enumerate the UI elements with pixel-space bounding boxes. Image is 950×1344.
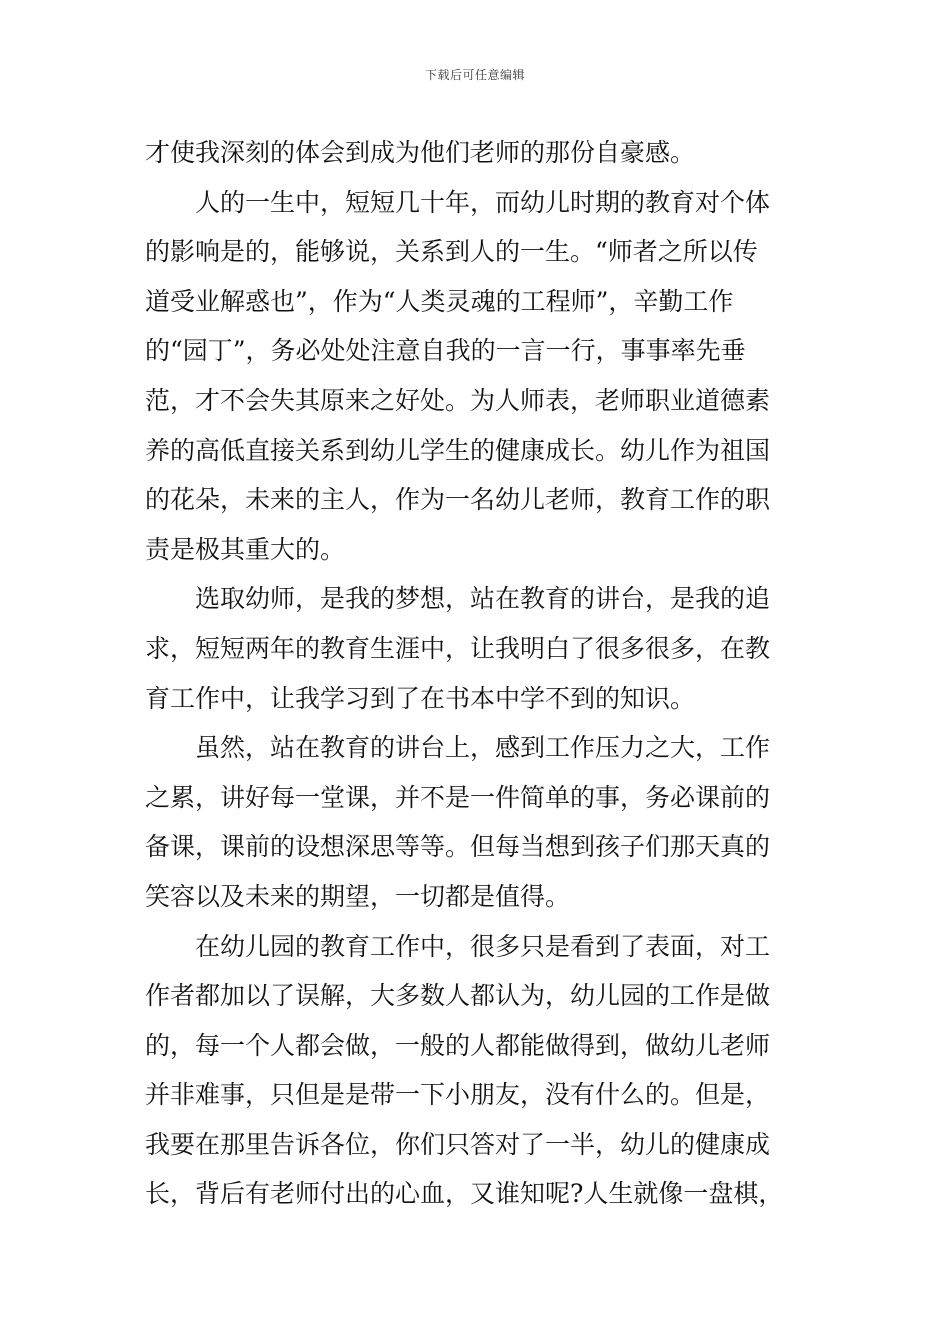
text-line: 求，短短两年的教育生涯中，让我明白了很多很多，在教 [145,633,771,663]
text-line: 养的高低直接关系到幼儿学生的健康成长。幼儿作为祖国 [145,435,771,465]
document-body [145,128,807,1219]
page-header: 下载后可任意编辑 [424,68,525,82]
text-line: 责是极其重大的。 [145,534,346,564]
text-line: 我要在那里告诉各位，你们只答对了一半，幼儿的健康成 [145,1129,771,1159]
text-line: 备课，课前的设想深思等等。但每当想到孩子们那天真的 [145,832,771,862]
text-line: 的“园丁”，务必处处注意自我的一言一行，事事率先垂 [145,336,746,366]
text-line: 长，背后有老师付出的心血，又谁知呢?人生就像一盘棋， [145,1179,784,1209]
text-line: 选取幼师，是我的梦想，站在教育的讲台，是我的追 [195,584,771,614]
text-line: 范，才不会失其原来之好处。为人师表，老师职业道德素 [145,385,771,415]
text-line: 在幼儿园的教育工作中，很多只是看到了表面，对工 [195,931,771,961]
text-line: 育工作中，让我学习到了在书本中学不到的知识。 [145,683,696,713]
text-line: 才使我深刻的体会到成为他们老师的那份自豪感。 [145,138,696,167]
text-line: 并非难事，只但是是带一下小朋友，没有什么的。但是， [145,1080,771,1110]
text-line: 的，每一个人都会做，一般的人都能做得到，做幼儿老师 [145,1030,771,1060]
text-line: 的影响是的，能够说，关系到人的一生。“师者之所以传 [145,237,758,267]
text-line: 之累，讲好每一堂课，并不是一件简单的事，务必课前的 [145,782,771,812]
text-line: 人的一生中，短短几十年，而幼儿时期的教育对个体 [195,187,771,217]
text-line: 虽然，站在教育的讲台上，感到工作压力之大，工作 [195,733,771,763]
text-line: 道受业解惑也”，作为“人类灵魂的工程师”，辛勤工作 [145,286,734,316]
text-line: 的花朵，未来的主人，作为一名幼儿老师，教育工作的职 [145,485,771,515]
text-line: 笑容以及未来的期望，一切都是值得。 [145,881,571,911]
text-line: 作者都加以了误解，大多数人都认为，幼儿园的工作是做 [145,981,771,1011]
